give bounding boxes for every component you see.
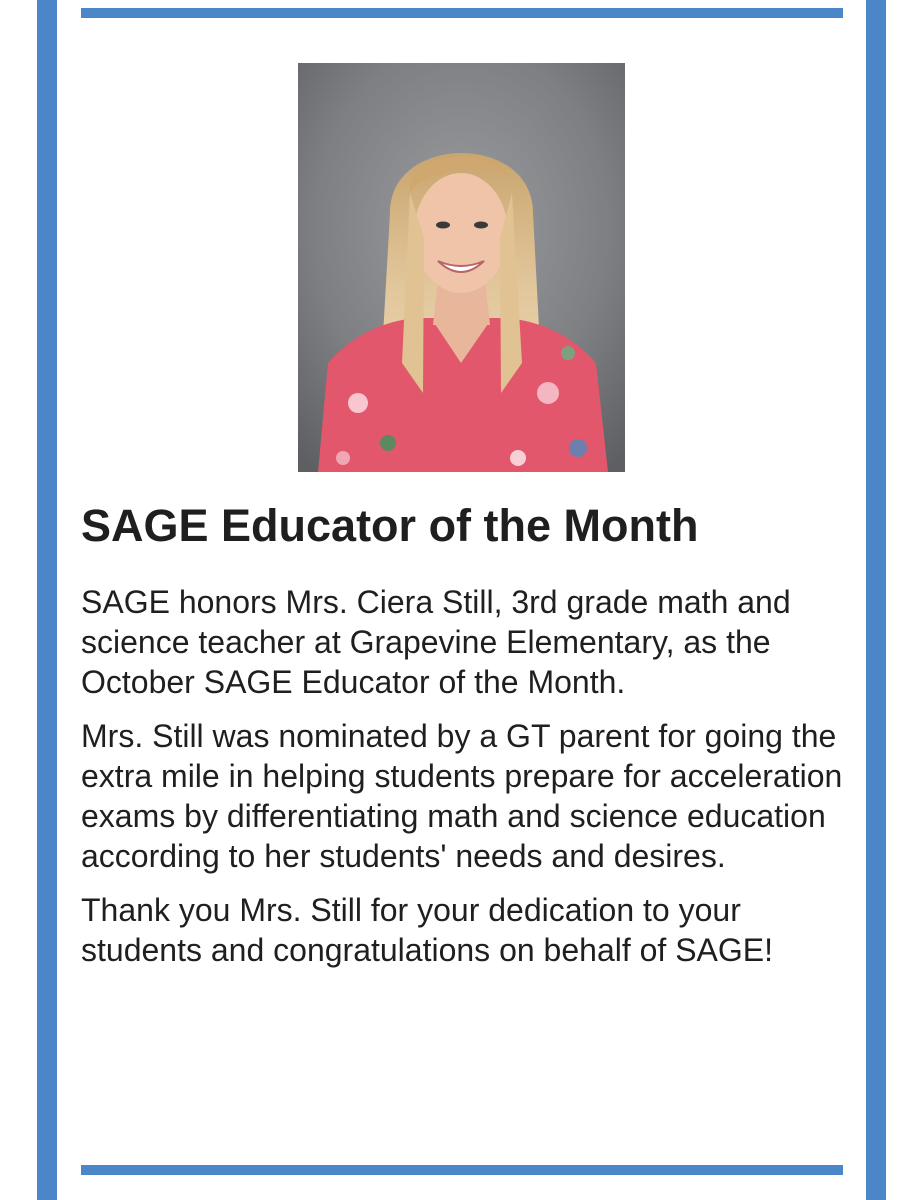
left-border-bar (37, 0, 57, 1200)
bottom-divider (81, 1165, 843, 1175)
nomination-paragraph: Mrs. Still was nominated by a GT parent for going the extra mile in helping students prepare for acceleration exams by differentiating math and science education according to her students' needs and desires. (81, 718, 843, 874)
top-divider (81, 8, 843, 18)
thanks-paragraph: Thank you Mrs. Still for your dedication to your students and congratulations on behalf of SAGE! (81, 892, 774, 968)
page-title: SAGE Educator of the Month (81, 500, 699, 551)
educator-portrait-photo (298, 63, 625, 472)
right-border-bar (866, 0, 886, 1200)
intro-paragraph: SAGE honors Mrs. Ciera Still, 3rd grade math and science teacher at Grapevine Elementary, as the October SAGE Educator of the Month. (81, 584, 791, 700)
article-body (81, 582, 851, 984)
